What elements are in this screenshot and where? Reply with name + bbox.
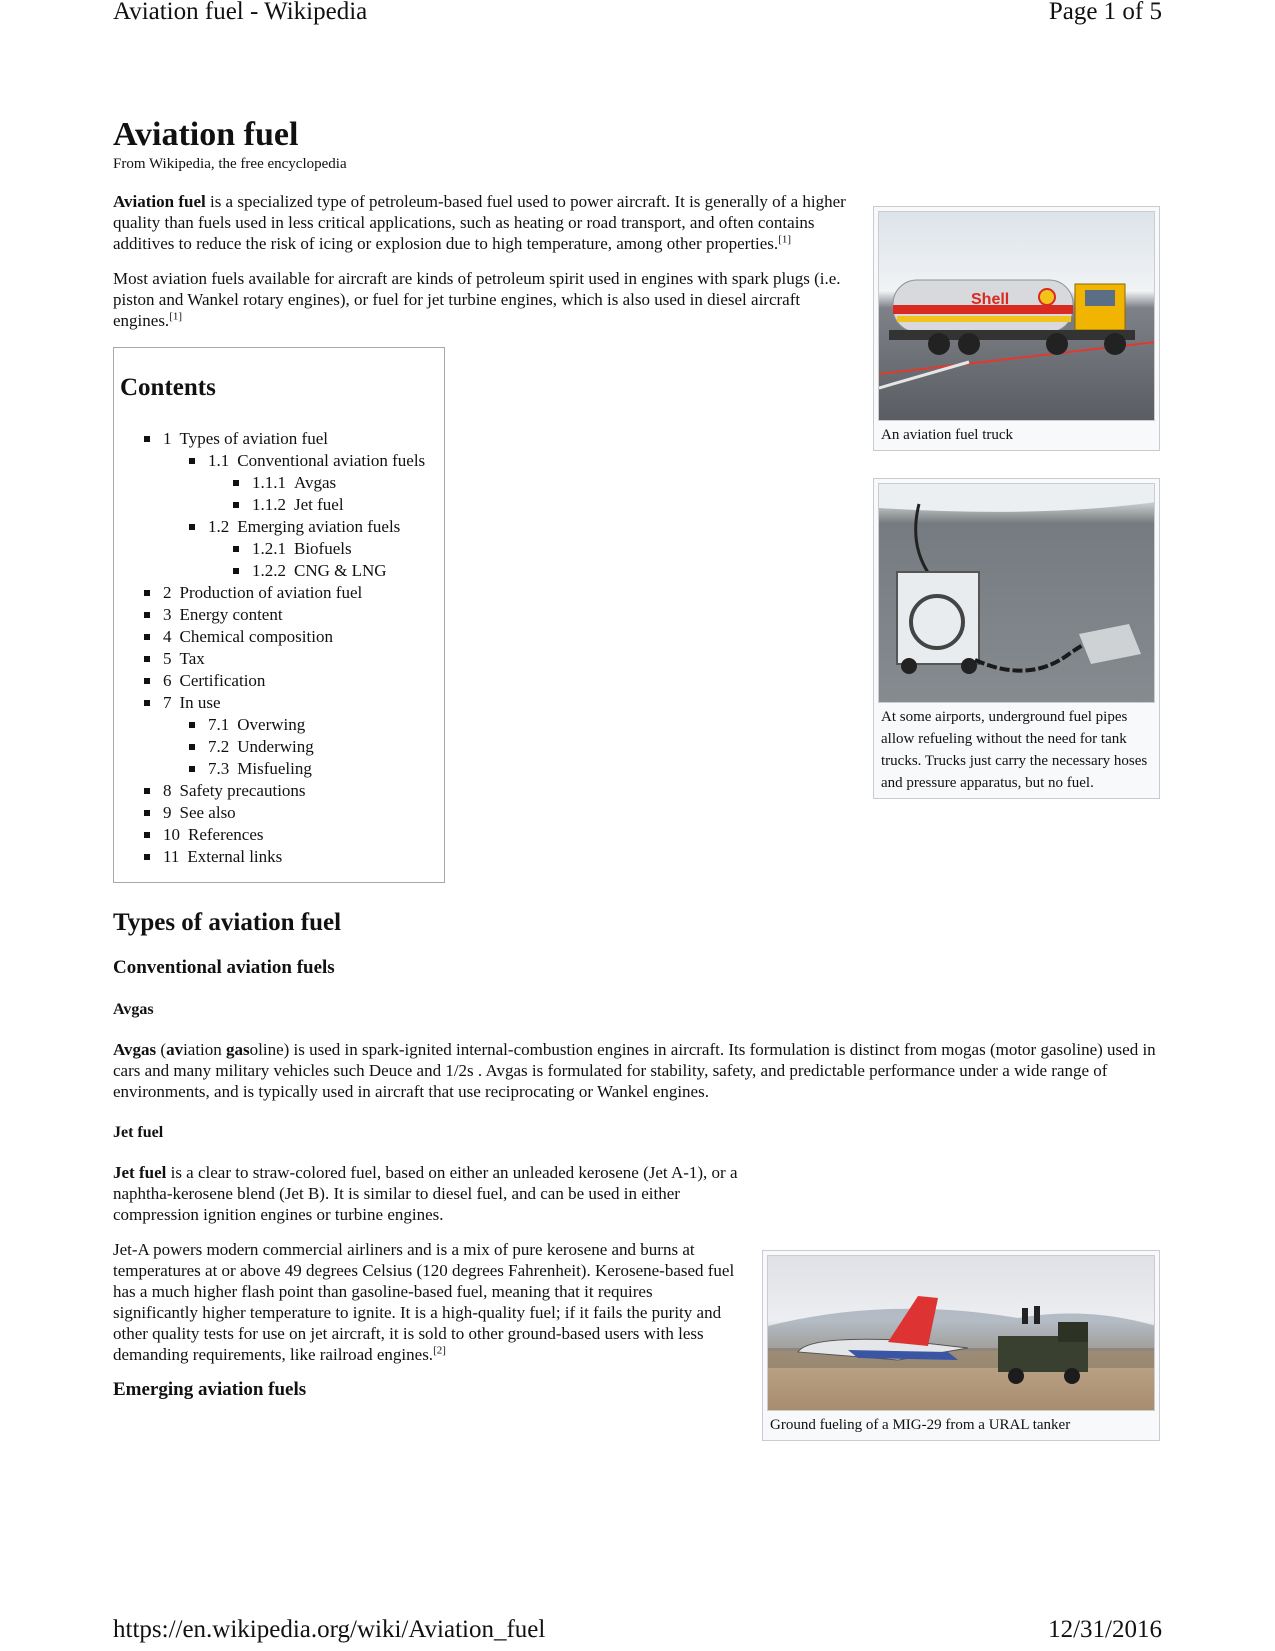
section-heading-jet-fuel: Jet fuel (113, 1124, 164, 1141)
toc-number: 1.2.1 (252, 539, 286, 558)
toc-label[interactable]: Misfueling (237, 759, 312, 778)
toc-number: 2 (163, 583, 172, 602)
toc-number: 1.2 (208, 517, 230, 536)
mig29-illustration (768, 1256, 1155, 1410)
hydrant-illustration (879, 484, 1155, 702)
cab-window (1085, 290, 1115, 306)
toc-number: 8 (163, 781, 172, 800)
toc-item[interactable] (120, 472, 438, 494)
toc-number: 11 (163, 847, 180, 866)
jet-fuel-text-2: Jet-A powers modern commercial airliners and is a mix of pure kerosene and burns at temperatures at or above 49 degrees Celsius (120 degrees Fahrenheit). Kerosene-based fuel has a much higher flash point than gasoline-based fuel, meaning that it requires significantly higher temperature to ignite. It is a high-quality fuel; if it fails the purity and other quality tests for use on jet aircraft, it is sold to other ground-based users with less demanding requirements, like railroad engines. (113, 1240, 735, 1364)
jet-fuel-paragraph-1 (113, 1162, 738, 1225)
figure-caption: At some airports, underground fuel pipes allow refueling without the need for tank trucks. Trucks just carry the necessary hoses and pressure apparatus, but no fuel. (881, 709, 1148, 791)
intro-paragraph-1 (113, 191, 848, 254)
citation-ref[interactable]: [1] (169, 310, 183, 323)
avgas-term: Avgas (113, 1040, 157, 1059)
toc-item[interactable] (120, 538, 438, 560)
toc-label[interactable]: Emerging aviation fuels (237, 517, 401, 536)
fuel-truck-image[interactable] (878, 211, 1155, 421)
toc-item[interactable] (120, 516, 438, 538)
person (1022, 1308, 1028, 1324)
toc-label[interactable]: Types of aviation fuel (179, 429, 328, 448)
toc-item[interactable] (120, 670, 438, 692)
fuel-truck-illustration (879, 212, 1155, 420)
toc-item[interactable] (120, 692, 438, 714)
toc-item[interactable] (120, 780, 438, 802)
toc-item[interactable] (120, 494, 438, 516)
fuel-hose (916, 504, 929, 574)
hydrant-pit (1079, 624, 1141, 664)
toc-number: 1 (163, 429, 172, 448)
jet-fuel-term: Jet fuel (113, 1163, 167, 1182)
figure-mig29-fueling (762, 1250, 1160, 1441)
toc-item[interactable] (120, 758, 438, 780)
toc-list (120, 428, 438, 868)
page-subtitle: From Wikipedia, the free encyclopedia (113, 156, 347, 172)
toc-label[interactable]: Underwing (237, 737, 314, 756)
intro-term: Aviation fuel (113, 192, 206, 211)
page-footer-date: 12/31/2016 (1048, 1616, 1162, 1643)
page-number: Page 1 of 5 (1048, 0, 1162, 25)
toc-label[interactable]: Chemical composition (179, 627, 333, 646)
page-title: Aviation fuel (113, 116, 299, 153)
toc-number: 7.3 (208, 759, 230, 778)
toc-number: 7 (163, 693, 172, 712)
toc-item[interactable] (120, 428, 438, 450)
toc-label[interactable]: Avgas (294, 473, 337, 492)
hydrant-dispenser-image[interactable] (878, 483, 1155, 703)
shell-logo-text: Shell (971, 291, 1010, 308)
toc-item[interactable] (120, 648, 438, 670)
avgas-term-gas: gas (226, 1040, 250, 1059)
toc-label[interactable]: Jet fuel (294, 495, 344, 514)
toc-number: 1.2.2 (252, 561, 286, 580)
tanker-wheel (1008, 1368, 1024, 1384)
wheel (958, 333, 980, 355)
mig29-image[interactable] (767, 1255, 1155, 1411)
jet-fuel-section (113, 1162, 738, 1365)
shell-logo-icon (1039, 289, 1055, 305)
wheel (1046, 333, 1068, 355)
toc-label[interactable]: Certification (179, 671, 266, 690)
intro-text-1: is a specialized type of petroleum-based fuel used to power aircraft. It is generally of a higher quality than fuels used in less critical applications, such as heating or road transport, and often contains additives to reduce the risk of icing or explosion due to high temperature, among other properties. (113, 192, 846, 253)
page-footer-url[interactable]: https://en.wikipedia.org/wiki/Aviation_fuel (113, 1616, 546, 1643)
toc-number: 1.1 (208, 451, 230, 470)
avgas-paragraph (113, 1039, 1163, 1102)
toc-number: 1.1.1 (252, 473, 286, 492)
toc-number: 1.1.2 (252, 495, 286, 514)
wheel (1104, 333, 1126, 355)
toc-label[interactable]: In use (179, 693, 221, 712)
tanker-wheel (1064, 1368, 1080, 1384)
section-heading-avgas: Avgas (113, 1001, 154, 1018)
toc-number: 3 (163, 605, 172, 624)
toc-label[interactable]: See also (179, 803, 236, 822)
tank-stripe-yellow (897, 316, 1071, 322)
toc-label[interactable]: Energy content (179, 605, 283, 624)
cart-wheel (901, 658, 917, 674)
toc-label[interactable]: Safety precautions (179, 781, 306, 800)
intro-paragraph-2 (113, 268, 848, 331)
toc-item[interactable] (120, 560, 438, 582)
figure-fuel-truck (873, 206, 1160, 451)
toc-label[interactable]: Overwing (237, 715, 306, 734)
truck-chassis (889, 330, 1135, 340)
toc-item[interactable] (120, 714, 438, 736)
toc-number: 9 (163, 803, 172, 822)
toc-item[interactable] (120, 802, 438, 824)
intro-text-2: Most aviation fuels available for aircraft are kinds of petroleum spirit used in engines with spark plugs (i.e. piston and Wankel rotary engines), or fuel for jet turbine engines, which is also used in diesel aircraft engines. (113, 269, 841, 330)
toc-title: Contents (120, 374, 216, 401)
toc-number: 4 (163, 627, 172, 646)
toc-item[interactable] (120, 824, 438, 846)
toc-label[interactable]: Biofuels (294, 539, 352, 558)
person (1034, 1306, 1040, 1324)
toc-item[interactable] (120, 582, 438, 604)
toc-item[interactable] (120, 736, 438, 758)
avgas-text-2: iation (183, 1040, 227, 1059)
toc-item[interactable] (120, 626, 438, 648)
toc-item[interactable] (120, 450, 438, 472)
avgas-text-3: oline) is used in spark-ignited internal-combustion engines in aircraft. Its formulation is distinct from mogas (motor gasoline) used in cars and many military vehicles such Deuce and 1/2s . Avgas is formulated for stability, safety, and predictable performance under a wide range of environments, and is typically used in aircraft that use reciprocating or Wankel engines. (113, 1040, 1156, 1101)
section-heading-emerging: Emerging aviation fuels (113, 1379, 307, 1400)
figure-fuel-hydrant (873, 478, 1160, 799)
runway-marking (879, 362, 969, 388)
table-of-contents (113, 347, 445, 883)
figure-caption: An aviation fuel truck (881, 427, 1014, 443)
toc-item[interactable] (120, 846, 438, 868)
toc-number: 6 (163, 671, 172, 690)
page-header-title: Aviation fuel - Wikipedia (113, 0, 368, 25)
avgas-text-1: ( (156, 1040, 167, 1059)
jet-fuel-text-1: is a clear to straw-colored fuel, based on either an unleaded kerosene (Jet A-1), or a naphtha-kerosene blend (Jet B). It is similar to diesel fuel, and can be used in either compression ignition engines or turbine engines. (113, 1163, 738, 1224)
cart-wheel (961, 658, 977, 674)
toc-number: 10 (163, 825, 180, 844)
toc-label[interactable]: CNG & LNG (294, 561, 387, 580)
aircraft-wing (879, 484, 1155, 512)
toc-label[interactable]: Tax (179, 649, 205, 668)
citation-ref[interactable]: [2] (433, 1344, 446, 1357)
jet-fuel-paragraph-2 (113, 1239, 738, 1365)
toc-number: 7.1 (208, 715, 230, 734)
section-heading-conventional: Conventional aviation fuels (113, 957, 335, 978)
toc-number: 5 (163, 649, 172, 668)
toc-label[interactable]: References (188, 825, 264, 844)
figure-caption: Ground fueling of a MIG-29 from a URAL tanker (770, 1417, 1071, 1433)
toc-label[interactable]: Production of aviation fuel (179, 583, 363, 602)
wheel (928, 333, 950, 355)
toc-label[interactable]: Conventional aviation fuels (237, 451, 426, 470)
toc-label[interactable]: External links (187, 847, 283, 866)
toc-item[interactable] (120, 604, 438, 626)
section-heading-types: Types of aviation fuel (113, 909, 342, 936)
avgas-term-av: av (166, 1040, 184, 1059)
citation-ref[interactable]: [1] (778, 233, 792, 246)
tanker-cab (1058, 1322, 1088, 1342)
toc-number: 7.2 (208, 737, 230, 756)
